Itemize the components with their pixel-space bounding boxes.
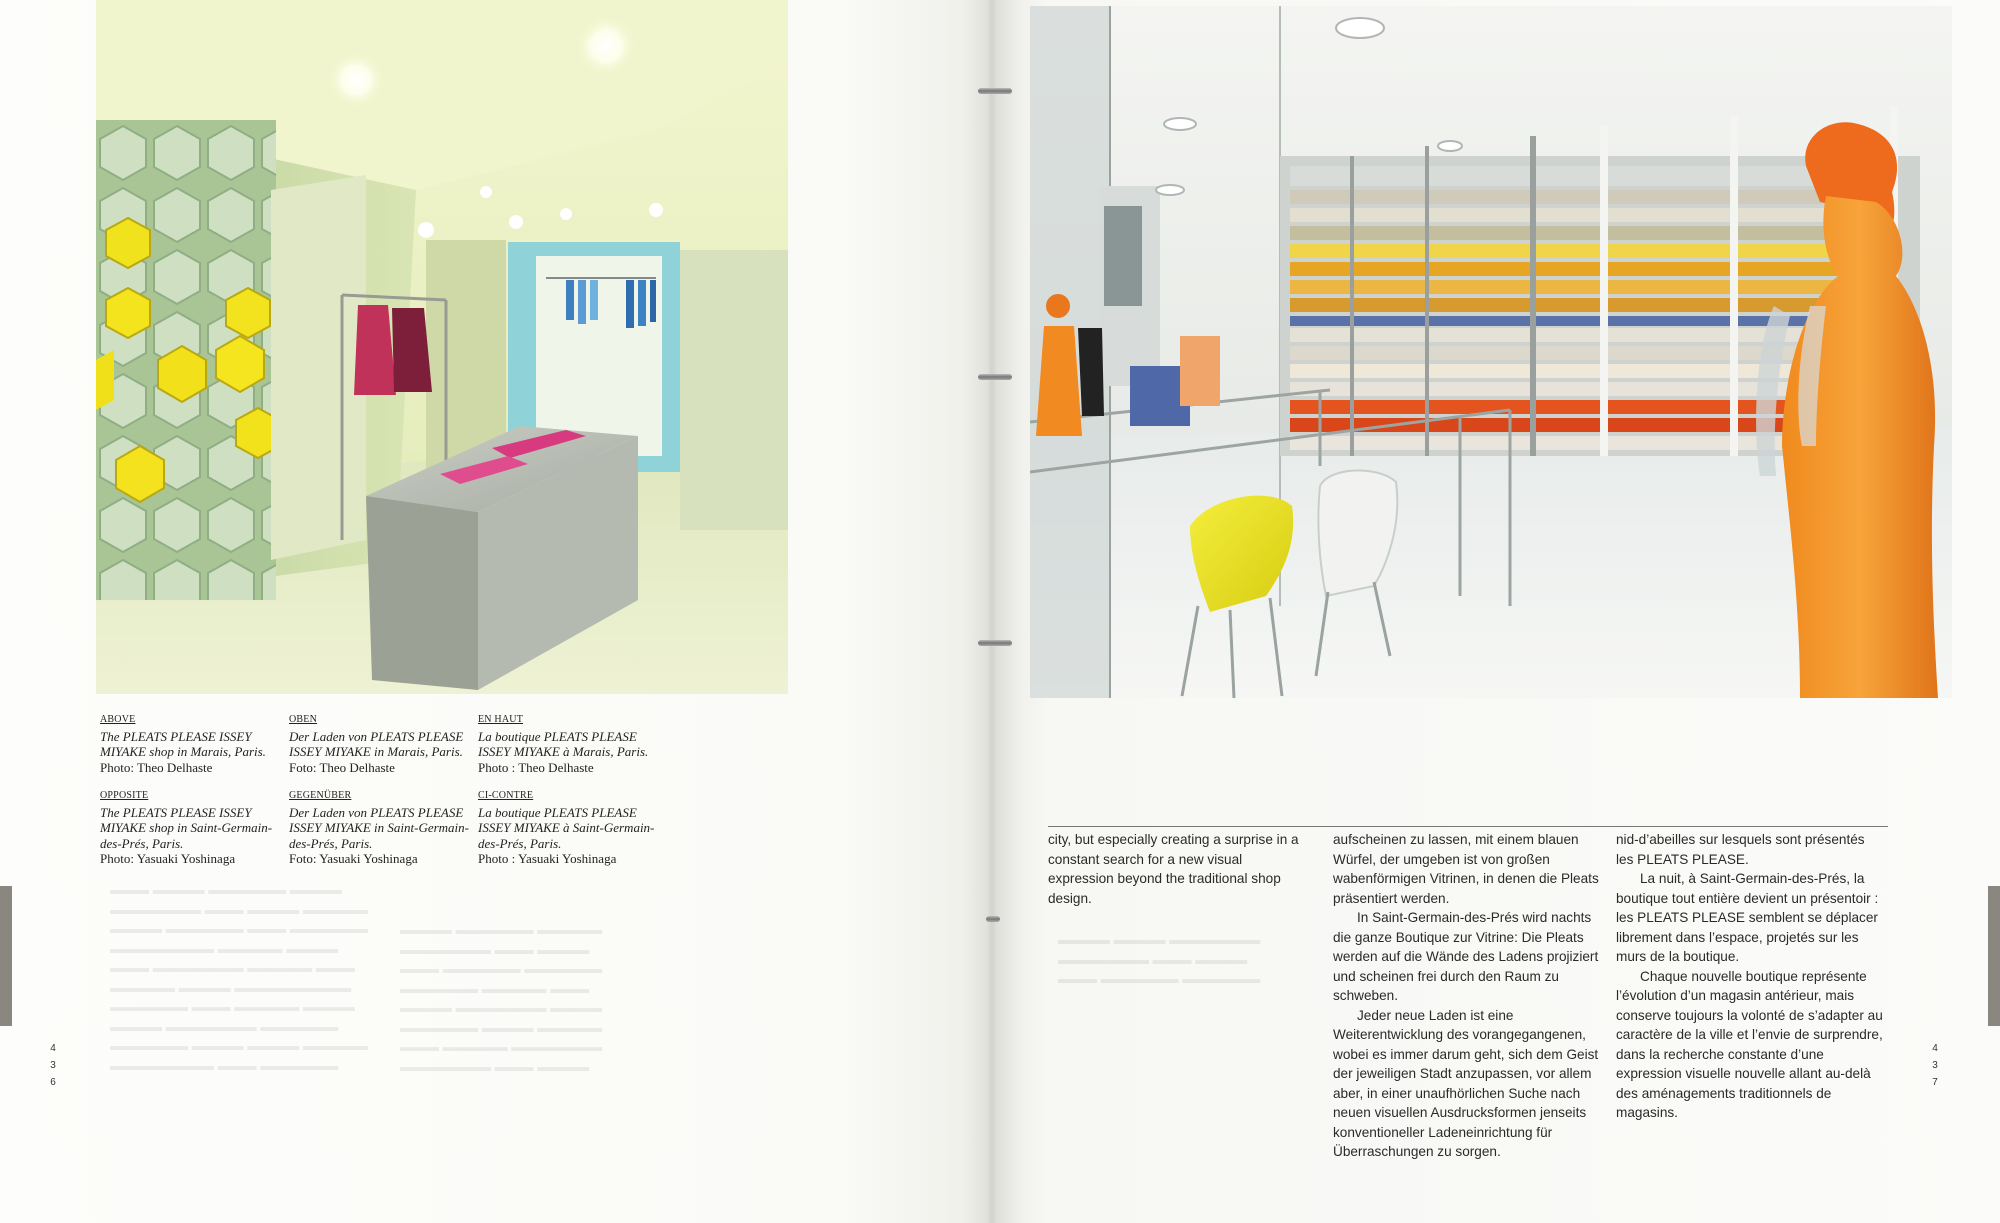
caption-heading: EN HAUT xyxy=(478,714,524,725)
paragraph: city, but especially creating a surprise in a constant search for a new visual expression beyond the traditional shop design. xyxy=(1048,832,1299,906)
left-edge-tab xyxy=(0,886,12,1026)
paragraph: In Saint-Germain-des-Prés wird nachts die ganze Boutique zur Vitrine: Die Pleats werden auf die Wände des Ladens projiziert und scheinen frei durch den Raum zu schweben. xyxy=(1333,910,1599,1003)
caption-heading: OBEN xyxy=(289,714,318,725)
caption-title: La boutique PLEATS PLEASE ISSEY MIYAKE à Marais, Paris. xyxy=(478,728,649,759)
paragraph: La nuit, à Saint-Germain-des-Prés, la boutique tout entière devient un présentoir : les PLEATS PLEASE semblent se déplacer librement dans l’espace, projetés sur les murs de la boutique. xyxy=(1616,871,1879,964)
page-number-digit: 7 xyxy=(1932,1077,1938,1088)
paragraph: aufscheinen zu lassen, mit einem blauen Würfel, der umgeben ist von großen wabenförmigen Vitrinen, in denen die Pleats präsentiert werden. xyxy=(1333,832,1599,906)
german-column xyxy=(1333,830,1609,1162)
english-column xyxy=(1048,830,1308,908)
show-through-text: ▬▬▬ ▬▬▬▬ ▬▬▬▬▬▬ ▬▬▬▬ ▬▬▬▬▬▬▬ ▬▬▬ ▬▬▬▬ ▬▬▬▬▬ ▬▬▬▬ ▬▬▬▬▬▬ ▬▬▬ ▬▬▬▬▬▬ ▬▬▬▬▬▬▬▬ ▬▬▬▬▬ ▬▬▬▬ ▬▬▬ ▬▬▬▬▬▬▬ ▬▬▬▬▬ ▬▬▬ ▬▬▬▬▬ ▬▬▬▬ ▬▬▬▬▬▬▬▬▬ ▬▬▬▬▬▬ ▬▬▬ ▬▬▬▬▬ ▬▬▬▬ ▬▬▬▬ ▬▬▬▬▬▬▬ ▬▬▬▬▬▬ ▬▬▬▬▬▬ ▬▬▬▬ ▬▬▬▬ ▬▬▬▬▬ ▬▬▬▬▬▬▬▬ ▬▬▬ ▬▬▬▬▬▬ xyxy=(110,882,368,1073)
caption-above-de xyxy=(289,712,473,775)
caption-above-fr xyxy=(478,712,662,775)
caption-credit: Photo: Yasuaki Yoshinaga xyxy=(100,851,236,866)
caption-heading: CI-CONTRE xyxy=(478,790,534,801)
show-through-text: ▬▬▬▬ ▬▬▬▬▬▬ ▬▬▬▬▬ ▬▬▬▬▬▬▬ ▬▬▬ ▬▬▬▬ ▬▬▬ ▬▬▬▬▬▬ ▬▬▬▬▬▬ ▬▬▬▬▬▬ ▬▬▬▬▬ ▬▬▬ ▬▬▬▬ ▬▬▬▬▬▬▬ ▬▬▬▬ ▬▬▬▬▬▬ ▬▬▬▬ ▬▬▬▬▬ ▬▬▬ ▬▬▬▬▬ ▬▬▬▬▬▬▬ ▬▬▬▬▬▬▬ ▬▬▬ ▬▬▬▬ xyxy=(400,922,603,1074)
caption-title: The PLEATS PLEASE ISSEY MIYAKE shop in Saint-Germain-des-Prés, Paris. xyxy=(100,804,273,851)
caption-credit: Photo: Theo Delhaste xyxy=(100,759,213,775)
caption-credit: Foto: Yasuaki Yoshinaga xyxy=(289,851,418,866)
caption-credit: Foto: Theo Delhaste xyxy=(289,759,395,775)
binding-ring xyxy=(978,374,1012,380)
caption-title: Der Laden von PLEATS PLEASE ISSEY MIYAKE in Marais, Paris. xyxy=(289,728,464,759)
page-number-digit: 4 xyxy=(1932,1043,1938,1054)
caption-credit: Photo : Yasuaki Yoshinaga xyxy=(478,851,617,866)
saint-germain-shop-illustration xyxy=(1030,6,1952,698)
caption-opposite-fr xyxy=(478,788,662,867)
binding-ring xyxy=(978,88,1012,94)
paragraph: nid-d’abeilles sur lesquels sont présentés les PLEATS PLEASE. xyxy=(1616,832,1865,867)
page-number-digit: 3 xyxy=(1932,1060,1938,1071)
show-through-text: ▬▬▬▬ ▬▬▬▬ ▬▬▬▬▬▬▬ ▬▬▬▬▬▬▬ ▬▬▬ ▬▬▬▬ ▬▬▬ ▬▬▬▬▬▬ ▬▬▬▬▬▬ xyxy=(1058,932,1261,986)
french-column xyxy=(1616,830,1884,1123)
caption-heading: ABOVE xyxy=(100,714,136,725)
page-number-right xyxy=(1930,1040,1940,1091)
page-number-digit: 6 xyxy=(50,1077,56,1088)
binding-ring xyxy=(978,640,1012,646)
caption-heading: OPPOSITE xyxy=(100,790,149,801)
text-rule xyxy=(1048,826,1888,827)
caption-opposite-de xyxy=(289,788,473,867)
marais-shop-illustration xyxy=(96,0,788,694)
marais-shop-photo xyxy=(96,0,788,694)
page-number-left xyxy=(48,1040,58,1091)
book-gutter xyxy=(962,0,1022,1223)
page-number-digit: 3 xyxy=(50,1060,56,1071)
caption-title: The PLEATS PLEASE ISSEY MIYAKE shop in Marais, Paris. xyxy=(100,728,266,759)
caption-opposite-en xyxy=(100,788,284,867)
page-number-digit: 4 xyxy=(50,1043,56,1054)
caption-above-en xyxy=(100,712,284,775)
caption-credit: Photo : Theo Delhaste xyxy=(478,759,594,775)
right-edge-tab xyxy=(1988,886,2000,1026)
caption-heading: GEGENÜBER xyxy=(289,790,352,801)
paragraph: Chaque nouvelle boutique représente l’évolution d’un magasin antérieur, mais conserve toujours la volonté de s’adapter au caractère de la ville et l’envie de surprendre, dans la recherche constante d’une expression visuelle nouvelle allant au-delà des aménagements traditionnels de magasins. xyxy=(1616,968,1883,1120)
paragraph: Jeder neue Laden ist eine Weiterentwicklung des vorangegangenen, wobei es immer darum geht, sich dem Geist der jeweiligen Stadt anzupassen, vor allem aber, in einer unaufhörlichen Suche nach neuen visuellen Ausdrucksformen jenseits konventioneller Ladeneinrichtung für Überraschungen zu sorgen. xyxy=(1333,1007,1599,1159)
caption-title: La boutique PLEATS PLEASE ISSEY MIYAKE à Saint-Germain-des-Prés, Paris. xyxy=(478,804,655,851)
binding-ring xyxy=(986,916,1000,922)
saint-germain-shop-photo xyxy=(1030,6,1952,698)
caption-title: Der Laden von PLEATS PLEASE ISSEY MIYAKE in Saint-Germain-des-Prés, Paris. xyxy=(289,804,469,851)
